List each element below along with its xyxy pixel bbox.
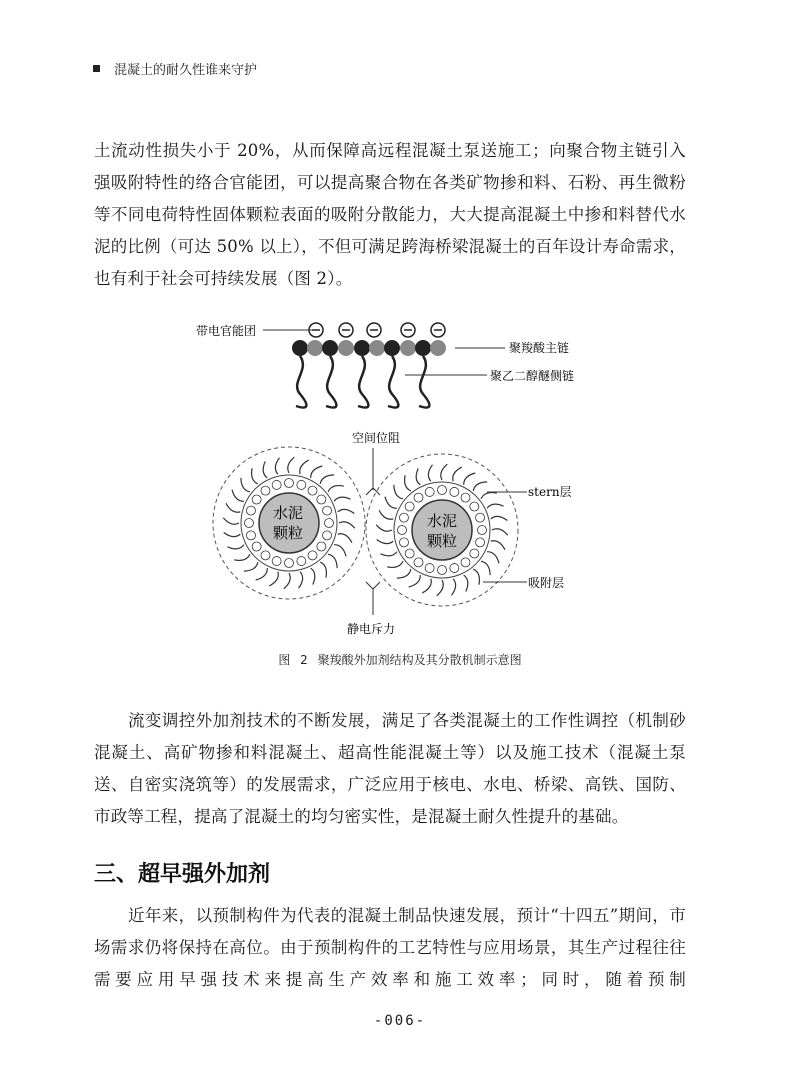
side-chain <box>328 486 344 492</box>
charge-icon <box>414 493 423 502</box>
particle-left-label-1: 水泥 <box>272 504 304 522</box>
charge-icon <box>438 486 447 495</box>
side-chain <box>298 572 302 589</box>
side-chain <box>428 465 432 482</box>
side-chain <box>311 466 323 478</box>
side-chain <box>441 464 448 480</box>
side-chain <box>338 509 355 513</box>
charge-icon <box>476 538 485 547</box>
charge-icon <box>246 531 255 540</box>
charge-icon <box>425 564 434 573</box>
side-chain <box>252 468 258 484</box>
chain-bead <box>322 340 338 356</box>
side-chain <box>473 482 487 491</box>
side-chain <box>275 458 279 475</box>
side-chain <box>377 539 394 543</box>
charge-icon <box>398 526 407 535</box>
side-chain <box>481 493 497 499</box>
side-chain <box>227 545 244 549</box>
chain-bead <box>430 340 446 356</box>
charge-icon <box>308 486 317 495</box>
charge-icon <box>261 486 270 495</box>
charge-icon <box>297 480 306 489</box>
charge-icon <box>461 558 470 567</box>
cement-core <box>412 500 472 560</box>
side-chain <box>464 575 468 592</box>
side-chain <box>226 503 240 512</box>
charge-icon <box>476 513 485 522</box>
charge-icon <box>461 493 470 502</box>
chain-bead <box>369 340 385 356</box>
paragraph-1: 土流动性损失小于 20%，从而保障高远程混凝土泵送施工；向聚合物主链引入强吸附特性的络合官能团，可以提高聚合物在各类矿物掺和料、石粉、再生微粉等不同电荷特性固体颗粒表面的吸附分散能力，大大提高混凝土中掺和料替代水泥的比例（可达 50% 以上），不但可满足跨海桥梁混凝土的百年设计寿命需求，也有利于社会可持续发展（图 2）。 <box>94 141 686 288</box>
side-chain <box>269 572 278 586</box>
side-chain <box>288 457 295 473</box>
charge-icon <box>450 564 459 573</box>
charge-icon <box>325 519 334 528</box>
running-header <box>93 58 257 78</box>
side-chain <box>491 541 505 550</box>
label-stern: stern层 <box>528 485 572 499</box>
charge-icon <box>405 502 414 511</box>
charge-icon <box>470 502 479 511</box>
figure-2 <box>0 310 800 650</box>
side-chain <box>223 518 239 525</box>
side-chain <box>422 579 431 593</box>
charge-icon <box>252 542 261 551</box>
side-chain <box>481 561 490 575</box>
side-chain <box>451 579 455 596</box>
side-chain <box>263 461 267 478</box>
chain-bead <box>338 340 354 356</box>
cement-particles <box>213 447 518 606</box>
particle-left-label-2: 颗粒 <box>272 524 304 542</box>
chain-bead <box>354 340 370 356</box>
charge-icon <box>246 506 255 515</box>
chain-bead <box>307 340 323 356</box>
charge-icon <box>308 551 317 560</box>
label-electrostatic: 静电斥力 <box>347 622 396 636</box>
side-chain <box>320 475 334 484</box>
side-chain <box>487 552 499 564</box>
side-chain <box>358 356 368 408</box>
chain-bead <box>384 340 400 356</box>
side-chain <box>338 534 352 543</box>
side-chain <box>388 356 398 408</box>
side-chain <box>339 522 355 529</box>
charge-icon <box>297 557 306 566</box>
charge-icon <box>414 558 423 567</box>
chain-bead <box>400 340 416 356</box>
side-chain <box>409 575 421 587</box>
side-chain <box>491 516 508 520</box>
charge-icon <box>438 566 447 575</box>
chain-bead <box>292 340 308 356</box>
side-chain <box>326 356 336 408</box>
side-chain <box>394 485 403 499</box>
side-chain <box>311 568 315 585</box>
particle-right-label-2: 颗粒 <box>426 532 458 550</box>
side-chain <box>464 473 476 485</box>
side-chain <box>453 467 462 481</box>
label-charged-group: 带电官能团 <box>196 324 257 338</box>
charge-icon <box>478 526 487 535</box>
charge-icon <box>317 495 326 504</box>
side-chain <box>320 562 326 578</box>
side-chain <box>385 497 397 509</box>
charge-icon <box>285 559 294 568</box>
particle-right-label-1: 水泥 <box>426 512 458 530</box>
figure-caption: 图 2 聚羧酸外加剂结构及其分散机制示意图 <box>278 653 522 667</box>
side-chain <box>244 562 258 571</box>
charge-icon <box>252 495 261 504</box>
side-chain <box>334 545 346 557</box>
charge-icon <box>405 549 414 558</box>
figure-diagram <box>0 310 800 650</box>
section-title: 三、超早强外加剂 <box>94 862 271 887</box>
charge-icon <box>272 480 281 489</box>
chain-bead <box>415 340 431 356</box>
charge-icon <box>285 479 294 488</box>
label-main-chain: 聚羧酸主链 <box>509 341 570 355</box>
charge-icon <box>317 542 326 551</box>
side-chain <box>234 554 250 560</box>
side-chain <box>300 460 309 474</box>
header-square-icon <box>93 65 100 72</box>
charge-icon <box>470 549 479 558</box>
paragraph-3: 近年来，以预制构件为代表的混凝土制品快速发展，预计“十四五”期间，市场需求仍将保持在高位。由于预制构件的工艺特性与应用场景，其生产过程往往需要应用早强技术来提高生产效率和施工效率；同时，随着预制 <box>94 906 686 989</box>
charge-icon <box>245 519 254 528</box>
side-chain <box>416 468 420 485</box>
label-adsorption: 吸附层 <box>528 576 565 590</box>
side-chain <box>284 573 291 589</box>
side-chain <box>328 554 337 568</box>
side-chain <box>437 580 444 596</box>
side-chain <box>241 478 250 492</box>
cement-core <box>259 493 319 553</box>
side-chain <box>473 569 479 585</box>
charge-icon <box>399 513 408 522</box>
side-chain <box>397 569 411 578</box>
charge-icon <box>261 551 270 560</box>
label-side-chain: 聚乙二醇醚侧链 <box>490 369 575 383</box>
label-steric: 空间位阻 <box>352 431 401 445</box>
paragraph-2: 流变调控外加剂技术的不断发展，满足了各类混凝土的工作性调控（机制砂混凝土、高矿物掺和料混凝土、超高性能混凝土等）以及施工技术（混凝土泵送、自密实浇筑等）的发展需求，广泛应用于核电、水电、桥梁、高铁、国防、市政等工程，提高了混凝土的均匀密实性，是混凝土耐久性提升的基础。 <box>94 711 686 826</box>
charge-icon <box>425 487 434 496</box>
side-chain <box>380 552 397 556</box>
charge-icon <box>323 506 332 515</box>
side-chain <box>334 497 351 501</box>
side-chain <box>405 475 411 491</box>
side-chain <box>387 561 403 567</box>
side-chain <box>224 532 241 536</box>
charge-icon <box>450 487 459 496</box>
header-title: 混凝土的耐久性谁来守护 <box>114 62 258 78</box>
polymer-structure <box>292 323 446 408</box>
side-chain <box>376 525 392 532</box>
charge-icon <box>272 557 281 566</box>
page-number: -006- <box>373 1013 427 1029</box>
side-chain <box>419 356 429 408</box>
side-chain <box>232 490 244 502</box>
side-chain <box>379 510 393 519</box>
charge-icon <box>323 531 332 540</box>
side-chain <box>256 568 268 580</box>
side-chain <box>296 356 306 408</box>
charge-icon <box>399 538 408 547</box>
side-chain <box>492 529 508 536</box>
side-chain <box>487 504 504 508</box>
